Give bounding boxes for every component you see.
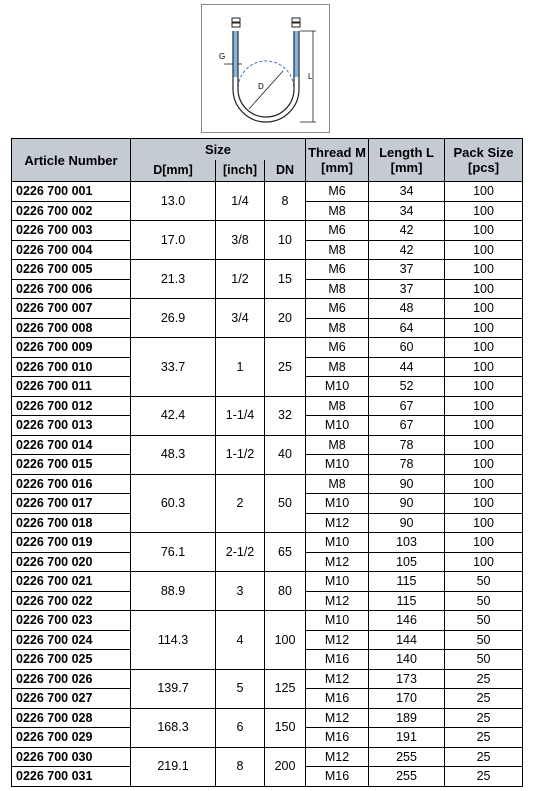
table-row [12, 474, 523, 494]
pack-size-cell: 100 [445, 435, 523, 455]
table-row [12, 708, 523, 728]
article-number-cell: 0226 700 031 [12, 767, 131, 787]
length-cell: 90 [369, 513, 445, 533]
pack-size-cell: 25 [445, 728, 523, 748]
nut-right-bottom [292, 23, 300, 27]
pack-size-cell: 100 [445, 338, 523, 358]
u-bolt-diagram [201, 4, 330, 133]
pack-size-cell: 100 [445, 455, 523, 475]
article-number-cell: 0226 700 029 [12, 728, 131, 748]
table-row [12, 260, 523, 280]
thread-cell: M8 [306, 240, 369, 260]
article-number-cell: 0226 700 021 [12, 572, 131, 592]
length-cell: 105 [369, 552, 445, 572]
thread-cell: M10 [306, 416, 369, 436]
thread-cell: M6 [306, 221, 369, 241]
diameter-cell: 42.4 [131, 396, 216, 435]
diameter-cell: 33.7 [131, 338, 216, 397]
thread-cell: M8 [306, 318, 369, 338]
dn-cell: 150 [265, 708, 306, 747]
article-number-cell: 0226 700 020 [12, 552, 131, 572]
article-number-cell: 0226 700 003 [12, 221, 131, 241]
pack-size-cell: 25 [445, 767, 523, 787]
article-number-cell: 0226 700 030 [12, 747, 131, 767]
diameter-cell: 88.9 [131, 572, 216, 611]
label-l: L [308, 72, 313, 81]
pack-size-cell: 100 [445, 474, 523, 494]
length-cell: 67 [369, 416, 445, 436]
pack-size-cell: 100 [445, 318, 523, 338]
length-cell: 144 [369, 630, 445, 650]
length-cell: 170 [369, 689, 445, 709]
table-header [12, 139, 523, 182]
inch-cell: 3/8 [216, 221, 265, 260]
pack-size-cell: 100 [445, 396, 523, 416]
pack-size-cell: 100 [445, 533, 523, 553]
article-number-cell: 0226 700 009 [12, 338, 131, 358]
length-cell: 115 [369, 591, 445, 611]
length-cell: 90 [369, 494, 445, 514]
length-cell: 255 [369, 747, 445, 767]
thread-cell: M16 [306, 728, 369, 748]
dn-cell: 40 [265, 435, 306, 474]
article-number-cell: 0226 700 008 [12, 318, 131, 338]
thread-cell: M12 [306, 669, 369, 689]
pack-size-cell: 100 [445, 240, 523, 260]
thread-right [295, 31, 299, 77]
length-cell: 67 [369, 396, 445, 416]
pack-size-cell: 100 [445, 377, 523, 397]
u-bolt-outer [233, 31, 299, 122]
nut-right-top [292, 18, 300, 22]
dn-cell: 200 [265, 747, 306, 786]
pack-size-cell: 100 [445, 494, 523, 514]
length-cell: 34 [369, 182, 445, 202]
length-cell: 42 [369, 221, 445, 241]
diameter-cell: 17.0 [131, 221, 216, 260]
article-number-cell: 0226 700 007 [12, 299, 131, 319]
table-body [12, 182, 523, 787]
article-number-cell: 0226 700 027 [12, 689, 131, 709]
table-row [12, 299, 523, 319]
article-number-cell: 0226 700 001 [12, 182, 131, 202]
d-dimension-line [249, 71, 283, 109]
diameter-cell: 60.3 [131, 474, 216, 533]
length-cell: 191 [369, 728, 445, 748]
label-g: G [219, 52, 226, 61]
article-number-cell: 0226 700 013 [12, 416, 131, 436]
pack-size-cell: 50 [445, 591, 523, 611]
length-cell: 37 [369, 279, 445, 299]
inch-cell: 1 [216, 338, 265, 397]
table-row [12, 533, 523, 553]
dn-cell: 125 [265, 669, 306, 708]
pack-size-cell: 50 [445, 650, 523, 670]
thread-cell: M8 [306, 474, 369, 494]
length-cell: 64 [369, 318, 445, 338]
article-number-cell: 0226 700 022 [12, 591, 131, 611]
table-row [12, 221, 523, 241]
pack-size-cell: 100 [445, 357, 523, 377]
thread-cell: M12 [306, 708, 369, 728]
dn-cell: 15 [265, 260, 306, 299]
pack-size-cell: 50 [445, 611, 523, 631]
inch-cell: 1-1/2 [216, 435, 265, 474]
article-number-cell: 0226 700 012 [12, 396, 131, 416]
length-cell: 115 [369, 572, 445, 592]
pack-size-cell: 100 [445, 513, 523, 533]
pack-size-cell: 25 [445, 689, 523, 709]
nut-left-bottom [232, 23, 240, 27]
length-cell: 42 [369, 240, 445, 260]
pack-size-cell: 25 [445, 669, 523, 689]
thread-left [234, 31, 238, 77]
table-row [12, 669, 523, 689]
article-number-cell: 0226 700 028 [12, 708, 131, 728]
article-number-cell: 0226 700 015 [12, 455, 131, 475]
article-number-cell: 0226 700 023 [12, 611, 131, 631]
article-number-cell: 0226 700 006 [12, 279, 131, 299]
diameter-cell: 26.9 [131, 299, 216, 338]
dn-cell: 100 [265, 611, 306, 670]
inch-cell: 3/4 [216, 299, 265, 338]
length-cell: 37 [369, 260, 445, 280]
pack-size-cell: 25 [445, 708, 523, 728]
thread-cell: M10 [306, 455, 369, 475]
pack-size-cell: 50 [445, 630, 523, 650]
pack-size-cell: 100 [445, 221, 523, 241]
inch-cell: 2 [216, 474, 265, 533]
inch-cell: 2-1/2 [216, 533, 265, 572]
table-row [12, 182, 523, 202]
thread-cell: M8 [306, 201, 369, 221]
table-row [12, 747, 523, 767]
pack-size-cell: 100 [445, 279, 523, 299]
length-cell: 189 [369, 708, 445, 728]
table-row [12, 396, 523, 416]
article-number-cell: 0226 700 026 [12, 669, 131, 689]
table-row [12, 572, 523, 592]
inch-cell: 1/4 [216, 182, 265, 221]
length-cell: 146 [369, 611, 445, 631]
thread-cell: M10 [306, 377, 369, 397]
thread-cell: M12 [306, 747, 369, 767]
dn-cell: 10 [265, 221, 306, 260]
article-number-cell: 0226 700 010 [12, 357, 131, 377]
inch-cell: 6 [216, 708, 265, 747]
nut-left-top [232, 18, 240, 22]
dn-cell: 20 [265, 299, 306, 338]
thread-cell: M10 [306, 494, 369, 514]
pack-size-cell: 100 [445, 299, 523, 319]
thread-cell: M12 [306, 630, 369, 650]
header-length: Length L [mm] [369, 139, 445, 182]
pack-size-cell: 100 [445, 260, 523, 280]
article-number-cell: 0226 700 017 [12, 494, 131, 514]
pack-size-cell: 100 [445, 201, 523, 221]
thread-cell: M12 [306, 591, 369, 611]
length-cell: 78 [369, 435, 445, 455]
dn-cell: 50 [265, 474, 306, 533]
article-number-cell: 0226 700 014 [12, 435, 131, 455]
inch-cell: 5 [216, 669, 265, 708]
header-inch: [inch] [216, 160, 265, 182]
thread-cell: M10 [306, 611, 369, 631]
article-number-cell: 0226 700 025 [12, 650, 131, 670]
article-number-cell: 0226 700 011 [12, 377, 131, 397]
pack-size-cell: 50 [445, 572, 523, 592]
length-cell: 173 [369, 669, 445, 689]
diameter-cell: 48.3 [131, 435, 216, 474]
article-number-cell: 0226 700 002 [12, 201, 131, 221]
article-number-cell: 0226 700 005 [12, 260, 131, 280]
length-cell: 140 [369, 650, 445, 670]
dn-cell: 80 [265, 572, 306, 611]
table-row [12, 611, 523, 631]
article-number-cell: 0226 700 024 [12, 630, 131, 650]
thread-cell: M8 [306, 435, 369, 455]
thread-cell: M6 [306, 260, 369, 280]
label-d: D [258, 82, 264, 91]
dn-cell: 65 [265, 533, 306, 572]
header-dn: DN [265, 160, 306, 182]
length-cell: 60 [369, 338, 445, 358]
article-number-cell: 0226 700 004 [12, 240, 131, 260]
diameter-cell: 219.1 [131, 747, 216, 786]
diameter-cell: 168.3 [131, 708, 216, 747]
spec-table [11, 138, 523, 787]
dn-cell: 8 [265, 182, 306, 221]
thread-cell: M12 [306, 513, 369, 533]
length-cell: 48 [369, 299, 445, 319]
diameter-cell: 114.3 [131, 611, 216, 670]
table-row [12, 435, 523, 455]
dn-cell: 32 [265, 396, 306, 435]
header-pack-size: Pack Size [pcs] [445, 139, 523, 182]
diameter-cell: 21.3 [131, 260, 216, 299]
thread-cell: M8 [306, 396, 369, 416]
thread-cell: M8 [306, 357, 369, 377]
length-cell: 34 [369, 201, 445, 221]
thread-cell: M6 [306, 338, 369, 358]
pack-size-cell: 100 [445, 182, 523, 202]
u-bolt-inner [238, 31, 294, 117]
thread-cell: M6 [306, 182, 369, 202]
header-size: Size [131, 139, 306, 161]
article-number-cell: 0226 700 019 [12, 533, 131, 553]
inch-cell: 4 [216, 611, 265, 670]
pack-size-cell: 100 [445, 552, 523, 572]
thread-cell: M16 [306, 767, 369, 787]
article-number-cell: 0226 700 018 [12, 513, 131, 533]
header-thread: Thread M [mm] [306, 139, 369, 182]
length-cell: 52 [369, 377, 445, 397]
thread-cell: M16 [306, 650, 369, 670]
length-cell: 90 [369, 474, 445, 494]
dn-cell: 25 [265, 338, 306, 397]
inch-cell: 1-1/4 [216, 396, 265, 435]
length-cell: 255 [369, 767, 445, 787]
thread-cell: M16 [306, 689, 369, 709]
inch-cell: 3 [216, 572, 265, 611]
diameter-cell: 139.7 [131, 669, 216, 708]
length-cell: 103 [369, 533, 445, 553]
length-cell: 44 [369, 357, 445, 377]
thread-cell: M8 [306, 279, 369, 299]
thread-cell: M12 [306, 552, 369, 572]
header-article-number: Article Number [12, 139, 131, 182]
table-row [12, 338, 523, 358]
diameter-cell: 76.1 [131, 533, 216, 572]
inch-cell: 8 [216, 747, 265, 786]
inch-cell: 1/2 [216, 260, 265, 299]
thread-cell: M10 [306, 533, 369, 553]
article-number-cell: 0226 700 016 [12, 474, 131, 494]
thread-cell: M6 [306, 299, 369, 319]
pack-size-cell: 25 [445, 747, 523, 767]
pack-size-cell: 100 [445, 416, 523, 436]
length-cell: 78 [369, 455, 445, 475]
header-d-mm: D[mm] [131, 160, 216, 182]
thread-cell: M10 [306, 572, 369, 592]
u-bolt-drawing [202, 5, 331, 134]
diameter-cell: 13.0 [131, 182, 216, 221]
